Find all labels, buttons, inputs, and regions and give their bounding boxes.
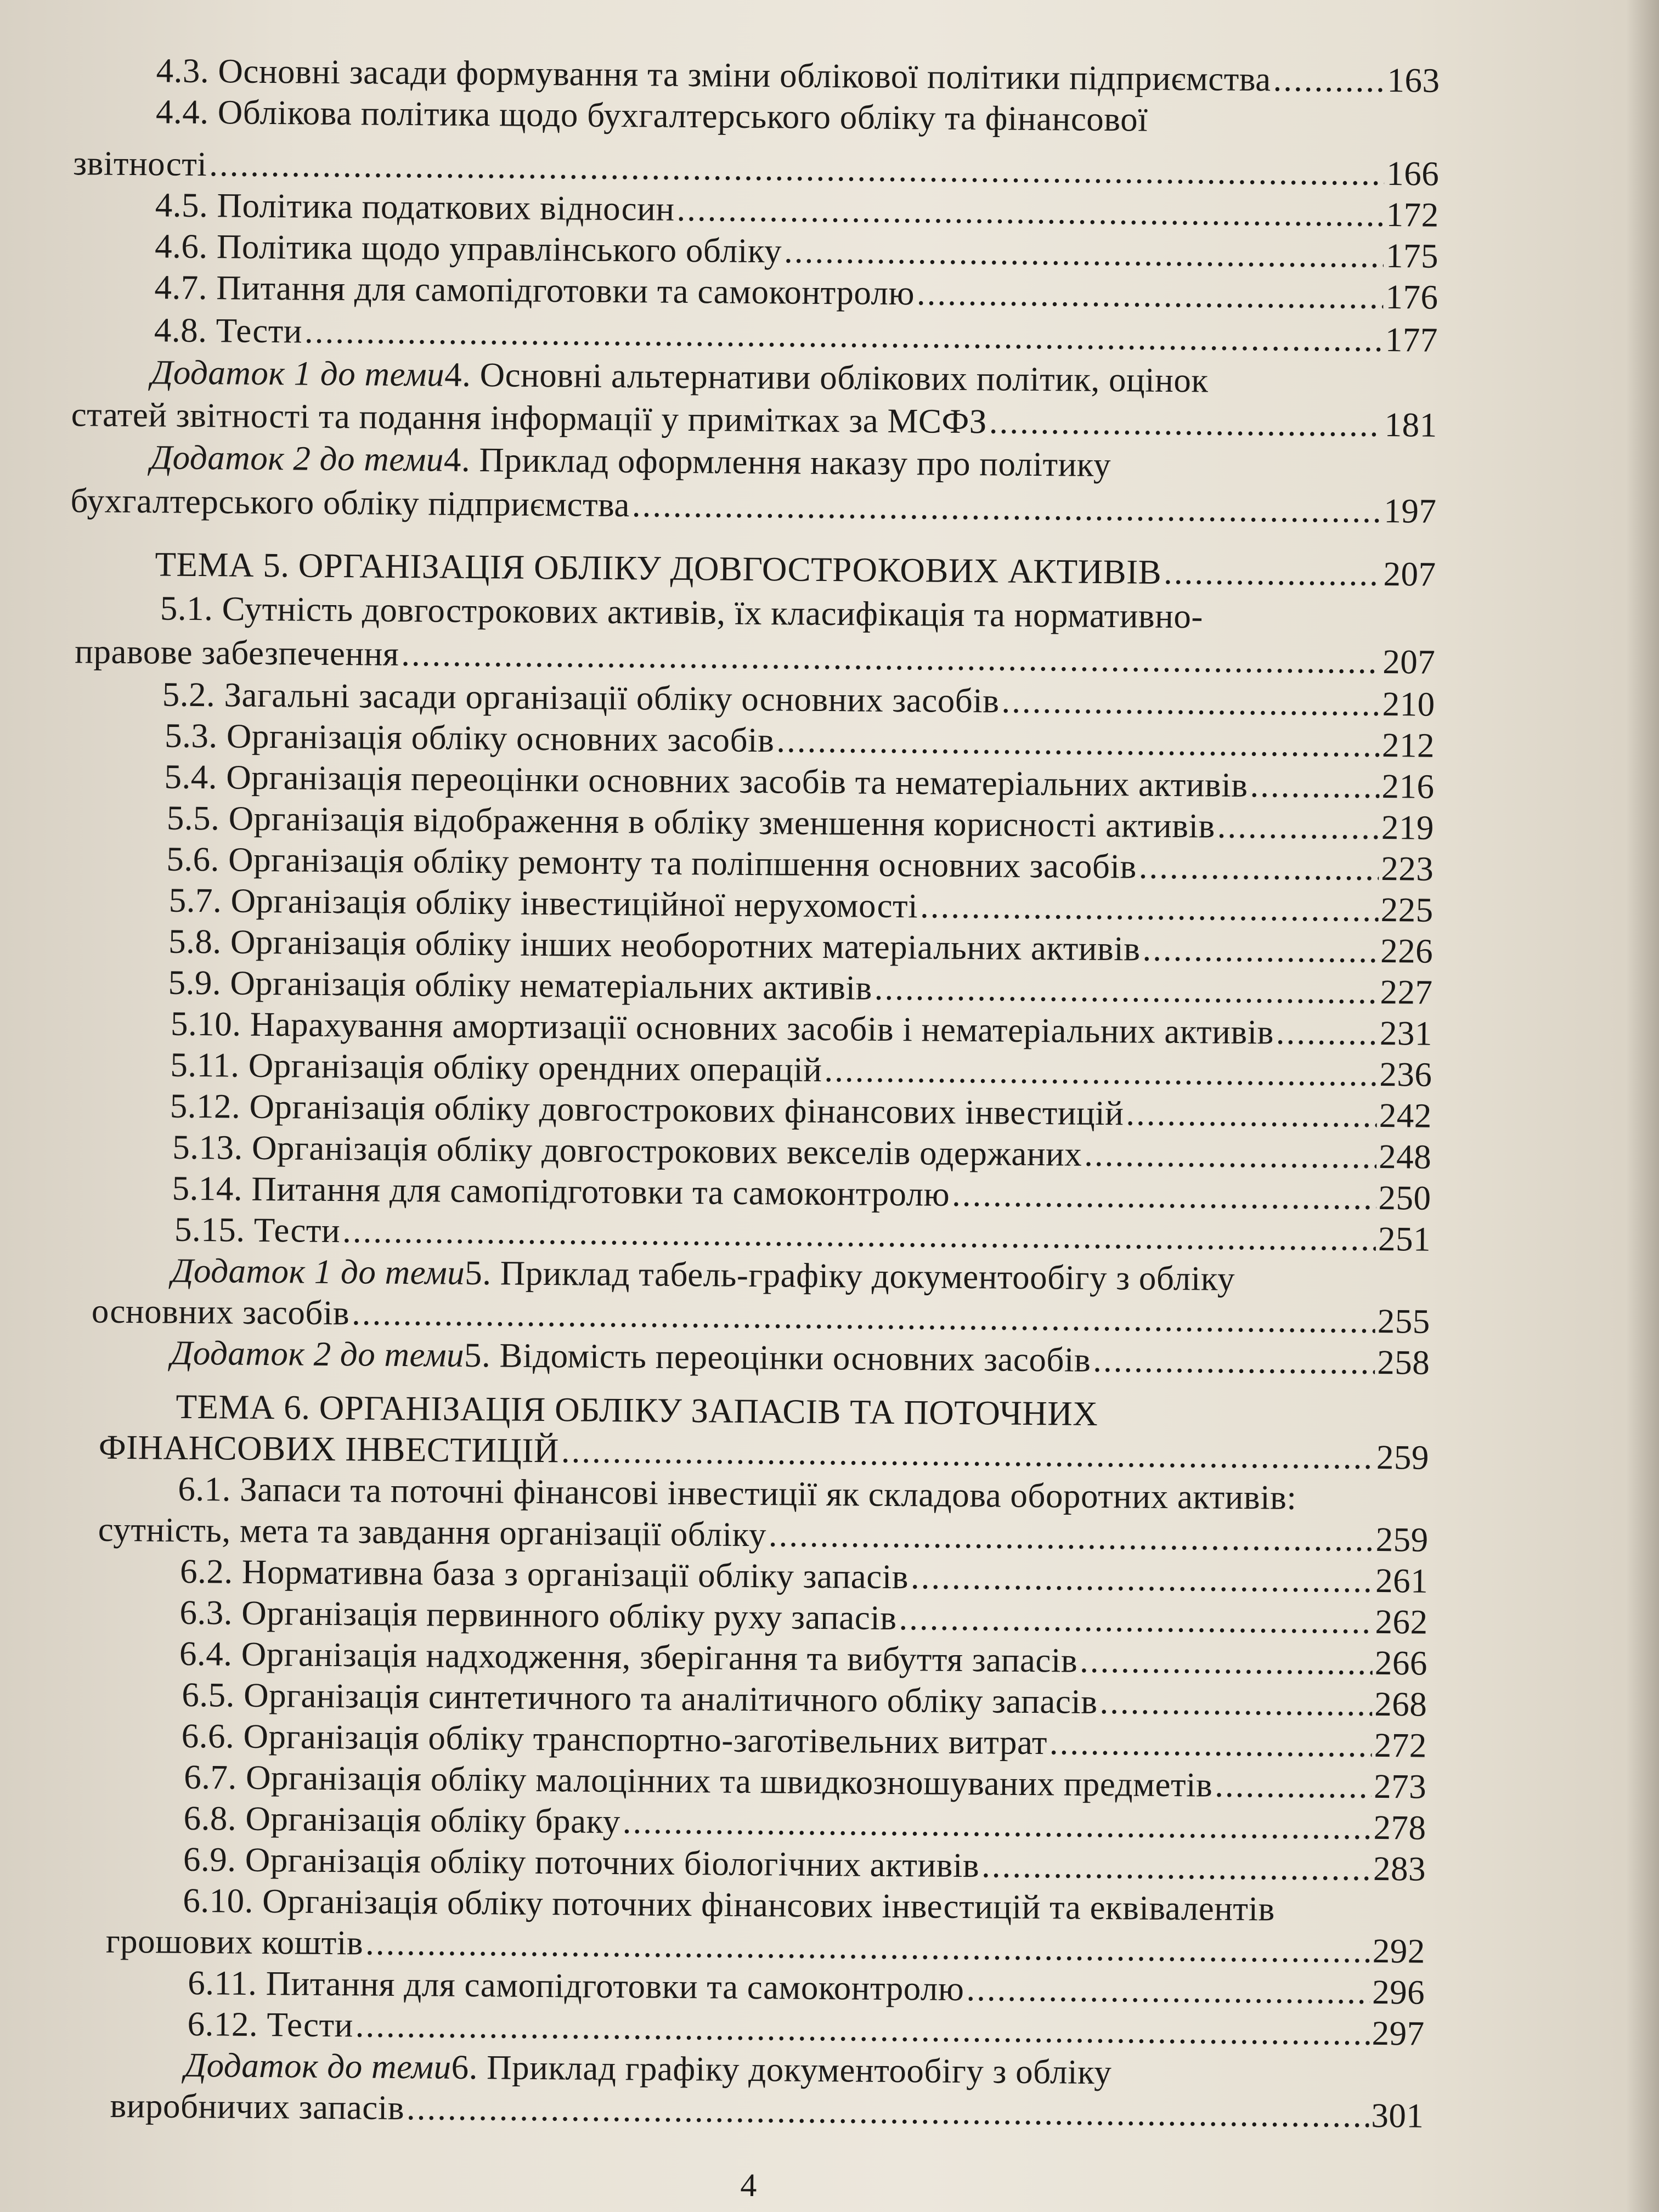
page-number: 176 — [1385, 278, 1438, 317]
entry-title: 6.2. Нормативна база з організації обліку запасів — [179, 1551, 909, 1596]
leader-dots — [1273, 58, 1385, 101]
leader-dots — [1250, 764, 1380, 807]
leader-dots — [1138, 846, 1379, 889]
page-number: 207 — [1382, 642, 1436, 681]
entry-title: 5. Відомість переоцінки основних засобів — [464, 1335, 1091, 1379]
leader-dots — [1164, 551, 1381, 595]
page-number: 227 — [1380, 972, 1433, 1012]
entry-title: 5.7. Організація обліку інвестиційної нерухомості — [168, 881, 918, 926]
leader-dots — [981, 1844, 1371, 1889]
entry-title: 6.12. Тести — [187, 2004, 354, 2045]
entry-title: 6.8. Організація обліку браку — [183, 1798, 621, 1841]
entry-title: 4.3. Основні засади формування та зміни облікової політики підприємства — [156, 51, 1271, 99]
leader-dots — [1001, 680, 1380, 725]
entry-title: 5.13. Організація обліку довгострокових векселів одержаних — [172, 1127, 1082, 1173]
page-number: 296 — [1372, 1972, 1425, 2012]
page-number: 297 — [1372, 2013, 1425, 2053]
page-number: 212 — [1381, 725, 1435, 765]
entry-title: 5.4. Організація переоцінки основних засобів та нематеріальних активів — [164, 757, 1248, 805]
page-number: 272 — [1374, 1725, 1427, 1765]
page-number: 268 — [1374, 1684, 1427, 1724]
entry-title: звітності — [73, 144, 207, 184]
entry-title: 5.15. Тести — [174, 1210, 341, 1250]
page-number: 258 — [1376, 1342, 1430, 1382]
page-number: 172 — [1386, 195, 1439, 234]
entry-title: 6.3. Організація первинного обліку руху запасів — [179, 1593, 897, 1638]
leader-dots — [917, 272, 1384, 318]
entry-title: грошових коштів — [105, 1921, 364, 1962]
entry-title: 5.6. Організація обліку ремонту та поліпшення основних засобів — [166, 839, 1137, 886]
leader-dots — [676, 188, 1384, 235]
leader-dots — [920, 885, 1379, 930]
entry-title: 5.9. Організація обліку нематеріальних активів — [168, 963, 873, 1007]
leader-dots — [784, 230, 1384, 276]
entry-title: 6.11. Питання для самопідготовки та самоконтролю — [188, 1963, 964, 2008]
entry-title: 5.11. Організація обліку орендних операцій — [170, 1045, 822, 1089]
appendix-label: Додаток до теми — [184, 2045, 452, 2086]
page-number: 219 — [1381, 808, 1435, 847]
entry-title: 5.12. Організація обліку довгострокових фінансових інвестицій — [170, 1086, 1124, 1133]
page-number: 266 — [1374, 1643, 1428, 1683]
leader-dots — [561, 1430, 1375, 1478]
page-number: 292 — [1372, 1931, 1426, 1971]
entry-title: сутність, мета та завдання організації обліку — [98, 1510, 767, 1554]
entry-title: 6.9. Організація обліку поточних біологічних активів — [183, 1839, 980, 1885]
page-number: 273 — [1373, 1767, 1427, 1806]
entry-title: бухгалтерського обліку підприємства — [70, 481, 630, 524]
leader-dots — [874, 967, 1378, 1013]
leader-dots — [1099, 1681, 1372, 1725]
page-number: 251 — [1378, 1219, 1431, 1259]
page-number: 278 — [1373, 1808, 1426, 1847]
entry-title: 6. Приклад графіку документообігу з обліку — [451, 2047, 1112, 2092]
page-number: 283 — [1373, 1849, 1426, 1888]
topic-title: ТЕМА 5. ОРГАНІЗАЦІЯ ОБЛІКУ ДОВГОСТРОКОВИХ АКТИВІВ — [155, 545, 1162, 591]
entry-title: 5.8. Організація обліку інших необоротних матеріальних активів — [168, 922, 1141, 968]
leader-dots — [989, 400, 1383, 445]
entry-title: виробничих запасів — [110, 2086, 405, 2128]
page-number: 255 — [1377, 1301, 1431, 1341]
entry-title: 4.6. Політика щодо управлінського обліку — [154, 227, 782, 270]
entry-title: 4. Приклад оформлення наказу про політику — [443, 440, 1111, 484]
page-number: 181 — [1384, 405, 1437, 444]
entry-title: 4.4. Облікова політика щодо бухгалтерського обліку та фінансової — [155, 92, 1148, 139]
page-number: 226 — [1380, 931, 1434, 970]
page-number: 177 — [1385, 320, 1438, 359]
leader-dots — [623, 1801, 1372, 1848]
topic-title: ФІНАНСОВИХ ІНВЕСТИЦІЙ — [98, 1427, 560, 1470]
page-folio-number: 4 — [740, 2166, 757, 2204]
leader-dots — [1093, 1339, 1375, 1383]
leader-dots — [899, 1597, 1373, 1643]
leader-dots — [632, 484, 1382, 532]
entry-title: 6.6. Організація обліку транспортно-заготівельних витрат — [181, 1716, 1048, 1762]
page-number: 236 — [1379, 1054, 1432, 1094]
entry-title: 5.10. Нарахування амортизації основних засобів і нематеріальних активів — [170, 1004, 1274, 1052]
leader-dots — [1080, 1640, 1373, 1684]
entry-title: 4. Основні альтернативи облікових політик, оцінок — [444, 355, 1209, 400]
page-number: 216 — [1381, 766, 1435, 806]
page-number: 262 — [1375, 1602, 1428, 1641]
leader-dots — [966, 1968, 1370, 2013]
entry-title: статей звітності та подання інформації у примітках за МСФЗ — [71, 395, 988, 441]
toc-entry-5-1 — [160, 587, 1436, 639]
leader-dots — [304, 311, 1383, 360]
page-number: 248 — [1378, 1137, 1432, 1176]
leader-dots — [824, 1049, 1377, 1095]
toc-appendix-4-2-cont — [70, 479, 1437, 532]
entry-title: 5. Приклад табель-графіку документообігу з обліку — [465, 1253, 1235, 1298]
leader-dots — [1084, 1133, 1376, 1177]
entry-title: 6.1. Запаси та поточні фінансові інвестиції як складова оборотних активів: — [178, 1469, 1297, 1517]
page-number: 242 — [1379, 1096, 1432, 1135]
entry-title: 4.8. Тести — [154, 311, 303, 351]
leader-dots — [1126, 1092, 1377, 1136]
page-number: 301 — [1371, 2096, 1424, 2135]
page-number: 197 — [1384, 491, 1437, 531]
leader-dots — [911, 1556, 1374, 1601]
entry-title: 5.3. Організація обліку основних засобів — [164, 716, 775, 760]
leader-dots — [776, 719, 1380, 766]
entry-title: 6.7. Організація обліку малоцінних та швидкозношуваних предметів — [183, 1757, 1213, 1804]
page-number: 231 — [1379, 1013, 1433, 1053]
page-number: 223 — [1381, 849, 1434, 888]
page-number: 210 — [1382, 684, 1435, 724]
entry-title: 5.1. Сутність довгострокових активів, їх класифікація та нормативно- — [160, 589, 1204, 636]
leader-dots — [1215, 1764, 1372, 1807]
page-number: 259 — [1376, 1437, 1430, 1477]
leader-dots — [407, 2087, 1369, 2136]
leader-dots — [401, 633, 1381, 682]
page-number: 166 — [1386, 154, 1440, 193]
page-number: 259 — [1375, 1520, 1429, 1559]
entry-title: 5.5. Організація відображення в обліку зменшення корисності активів — [166, 798, 1216, 845]
leader-dots — [1142, 928, 1378, 972]
page-number: 175 — [1385, 236, 1439, 275]
page-number: 225 — [1380, 890, 1434, 929]
entry-title: основних засобів — [91, 1291, 350, 1333]
leader-dots — [769, 1514, 1374, 1560]
entry-title: 5.2. Загальні засади організації обліку основних засобів — [162, 675, 1000, 720]
toc-topic-5 — [155, 543, 1436, 595]
leader-dots — [952, 1173, 1376, 1218]
page-number: 261 — [1375, 1561, 1429, 1600]
entry-title: 6.4. Організація надходження, зберігання та вибуття запасів — [179, 1634, 1078, 1680]
appendix-label: Додаток 1 до теми — [151, 353, 445, 394]
appendix-label: Додаток 2 до теми — [171, 1333, 465, 1374]
entry-title: 4.5. Політика податкових відносин — [155, 185, 675, 228]
appendix-label: Додаток 2 до теми — [150, 438, 444, 479]
entry-title: 4.7. Питання для самопідготовки та самоконтролю — [154, 268, 915, 313]
leader-dots — [1217, 805, 1379, 848]
page-number: 163 — [1387, 61, 1440, 100]
topic-title: ТЕМА 6. ОРГАНІЗАЦІЯ ОБЛІКУ ЗАПАСІВ ТА ПОТОЧНИХ — [176, 1387, 1098, 1433]
leader-dots — [1276, 1011, 1378, 1053]
entry-title: правове забезпечення — [75, 632, 399, 673]
entry-title: 6.5. Організація синтетичного та аналітичного обліку запасів — [182, 1675, 1098, 1721]
entry-title: 6.10. Організація обліку поточних фінансових інвестицій та еквівалентів — [183, 1881, 1276, 1928]
leader-dots — [1049, 1722, 1372, 1766]
entry-title: 5.14. Питання для самопідготовки та самоконтролю — [172, 1169, 950, 1214]
page-number: 207 — [1383, 554, 1436, 594]
appendix-label: Додаток 1 до теми — [171, 1251, 465, 1292]
page-number: 250 — [1378, 1178, 1431, 1217]
